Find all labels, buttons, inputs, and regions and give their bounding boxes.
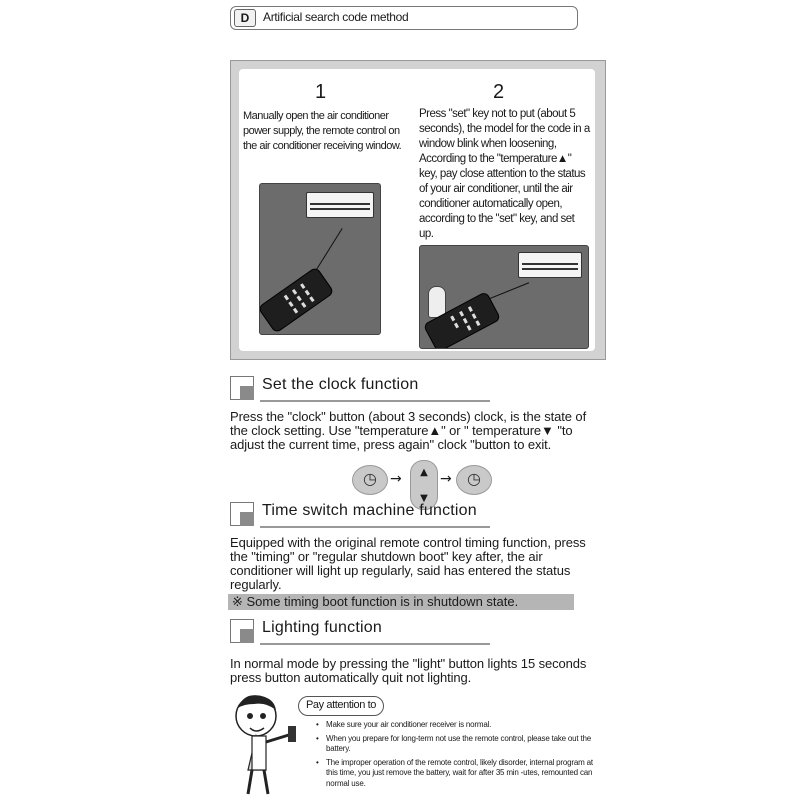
section-square-icon	[230, 619, 254, 643]
attention-list	[316, 720, 606, 792]
step-1-number: 1	[315, 81, 327, 103]
timer-section-title: Time switch machine function	[262, 502, 477, 519]
timer-section-header	[230, 502, 490, 528]
arrow-right-icon: →	[440, 471, 452, 487]
pay-attention-label: Pay attention to	[305, 699, 377, 711]
section-d-header	[230, 6, 578, 30]
step-2-number: 2	[493, 81, 505, 103]
section-underline	[260, 526, 490, 528]
temperature-up-down-icon: ▲ ▼	[410, 460, 438, 510]
cartoon-mascot-icon	[226, 690, 306, 798]
clock-button-icon	[352, 465, 388, 495]
steps-panel	[230, 60, 606, 360]
arrow-right-icon: →	[390, 471, 402, 487]
section-underline	[260, 643, 490, 645]
step-2-illustration	[419, 245, 589, 349]
list-item: • Make sure your air conditioner receiver is normal.	[316, 720, 606, 731]
lighting-section-header	[230, 619, 490, 645]
timer-note	[228, 594, 574, 610]
timer-section-text: Equipped with the original remote control timing function, press the "timing" or "regular shutdown boot" key after, the air conditioner will light up regularly, said has entered the status regularly.	[230, 535, 586, 592]
list-item: • The improper operation of the remote control, likely disorder, internal program at this time, you just remove the battery, wait for after 35 min -utes, remounted can normal use.	[316, 758, 606, 790]
section-d-title: Artificial search code method	[263, 10, 409, 24]
air-conditioner-icon	[306, 192, 374, 218]
section-d-badge: D	[234, 9, 256, 27]
air-conditioner-icon	[518, 252, 582, 278]
clock-section-title: Set the clock function	[262, 376, 419, 393]
section-square-icon	[230, 376, 254, 400]
section-underline	[260, 400, 490, 402]
timer-note-text: ※ Some timing boot function is in shutdown state.	[232, 594, 519, 609]
pay-attention-badge	[298, 696, 384, 716]
clock-section-header	[230, 376, 490, 402]
list-item: • When you prepare for long-term not use the remote control, please take out the battery.	[316, 734, 606, 755]
step-2-text: Press "set" key not to put (about 5 seconds), the model for the code in a window blink when loosening, According to the "temperature▲" key, pay close attention to the status of your air conditioner, until the air conditioner automatically open, according to the "set" key, and set up.	[419, 108, 590, 240]
step-1-text: Manually open the air conditioner power supply, the remote control on the air conditioner receiving window.	[243, 110, 402, 152]
remote-control-icon	[259, 266, 335, 334]
step-1-illustration	[259, 183, 381, 335]
steps-inner	[239, 69, 595, 351]
section-square-icon	[230, 502, 254, 526]
clock-button-icon	[456, 465, 492, 495]
lighting-section-title: Lighting function	[262, 619, 382, 636]
clock-section-text: Press the "clock" button (about 3 seconds) clock, is the state of the clock setting. Use "temperature▲" or " temperature▼ "to adjust the current time, press again" clock "button to exit.	[230, 409, 587, 452]
lighting-section-text: In normal mode by pressing the "light" button lights 15 seconds press button automatically quit not lighting.	[230, 656, 587, 685]
